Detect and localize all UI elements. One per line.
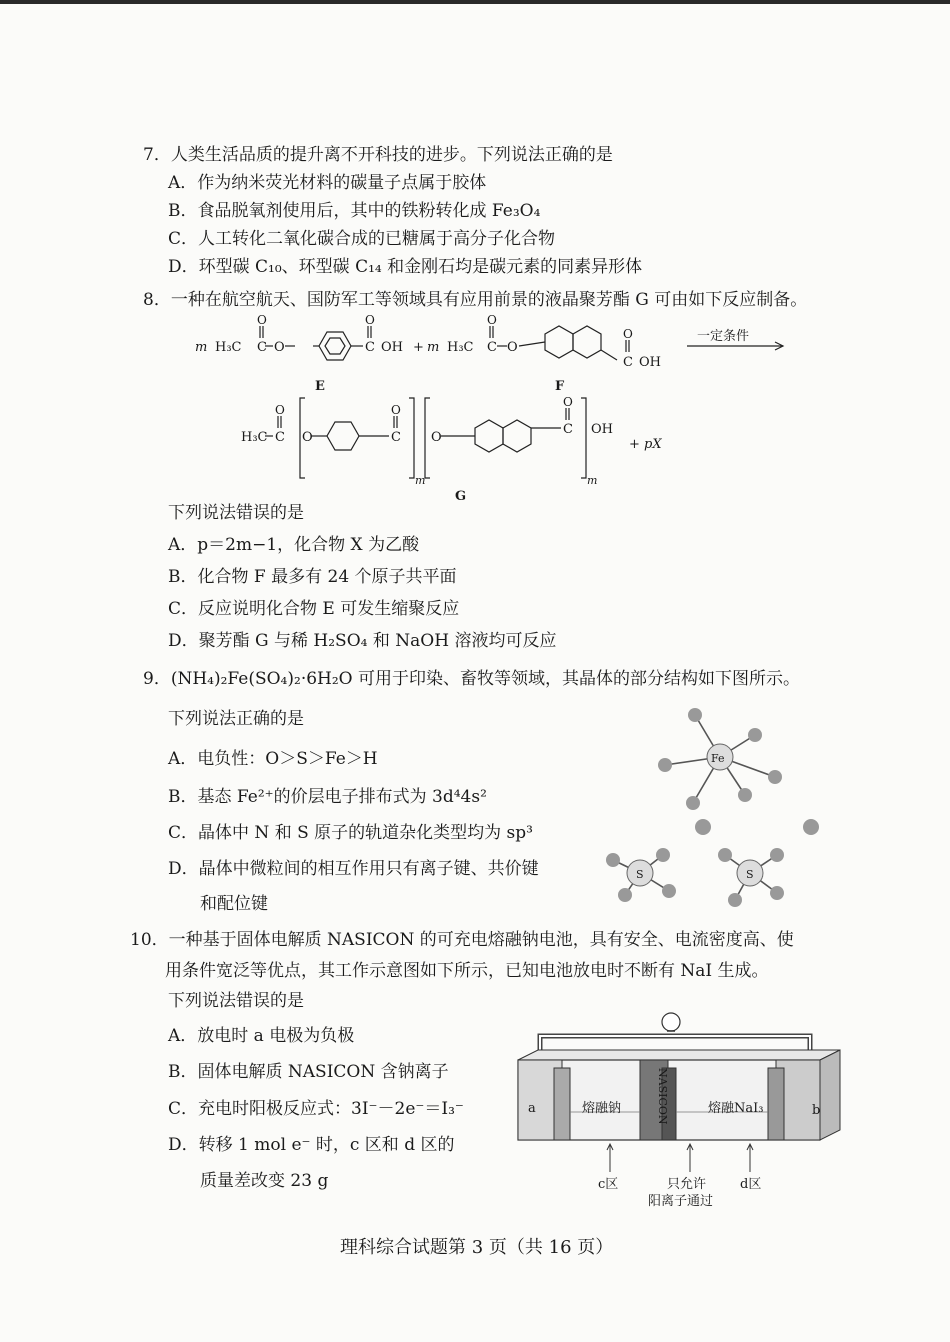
crystal-structure-figure: [585, 695, 845, 910]
f-o1: O: [487, 313, 497, 327]
g-h3c: H₃C: [241, 430, 268, 445]
page-footer: 理科综合试题第 3 页（共 16 页）: [340, 1237, 614, 1258]
e-c2: C: [365, 340, 375, 355]
g-c2: C: [391, 430, 401, 445]
top-border: [0, 0, 950, 4]
molten-nai3-label: 熔融NaI₃: [708, 1101, 764, 1116]
q9-option-c: C．晶体中 N 和 S 原子的轨道杂化类型均为 sp³: [168, 823, 533, 843]
q10-option-d: D．转移 1 mol e⁻ 时，c 区和 d 区的: [168, 1135, 455, 1155]
c-zone-label: c区: [598, 1177, 619, 1192]
electrode-a-label: a: [528, 1101, 536, 1116]
q10-stem-1: 10．一种基于固体电解质 NASICON 的可充电熔融钠电池，具有安全、电流密度高、使: [130, 930, 794, 950]
g-sub-m2: m: [587, 474, 598, 487]
q9-stem: 9．(NH₄)₂Fe(SO₄)₂·6H₂O 可用于印染、畜牧等领域，其晶体的部分结构如下图所示。: [143, 669, 801, 689]
g-o1: O: [275, 403, 285, 417]
q9-ask: 下列说法正确的是: [168, 709, 304, 729]
e-o2: O: [274, 340, 285, 355]
e-oh: OH: [381, 340, 403, 355]
e-coefficient: m: [195, 340, 208, 355]
f-o3: O: [623, 327, 633, 341]
q10-option-d-cont: 质量差改变 23 g: [200, 1171, 329, 1191]
q7-option-b: B．食品脱氧剂使用后，其中的铁粉转化成 Fe₃O₄: [168, 201, 541, 221]
g-o4: O: [431, 430, 442, 445]
g-o5: O: [563, 395, 573, 409]
q8-reaction-scheme: [185, 312, 805, 502]
battery-diagram: [510, 1008, 845, 1213]
g-oh: OH: [591, 422, 613, 437]
q8-option-b: B．化合物 F 最多有 24 个原子共平面: [168, 567, 457, 587]
q10-option-c: C．充电时阳极反应式：3I⁻－2e⁻＝I₃⁻: [168, 1099, 464, 1119]
nasicon-label: NASICON: [656, 1068, 669, 1125]
bulb-icon: [662, 1013, 680, 1031]
q9-option-d: D．晶体中微粒间的相互作用只有离子键、共价键: [168, 859, 539, 879]
label-e: E: [315, 379, 325, 394]
g-sub-m1: m: [415, 474, 426, 487]
g-c1: C: [275, 430, 285, 445]
label-f: F: [555, 379, 565, 394]
q10-ask: 下列说法错误的是: [168, 991, 304, 1011]
g-o2: O: [302, 430, 313, 445]
f-coefficient: m: [427, 340, 440, 355]
q7-option-a: A．作为纳米荧光材料的碳量子点属于胶体: [168, 173, 487, 193]
f-c1: C: [487, 340, 497, 355]
f-c2: C: [623, 355, 633, 370]
e-o3: O: [365, 313, 375, 327]
f-oh: OH: [639, 355, 661, 370]
s-atom-label-1: S: [636, 868, 644, 881]
f-o2: O: [507, 340, 518, 355]
cation-only-label-1: 只允许: [667, 1177, 707, 1192]
q9-option-d-cont: 和配位键: [200, 894, 268, 914]
e-h3c: H₃C: [215, 340, 242, 355]
q9-option-b: B．基态 Fe²⁺的价层电子排布式为 3d⁴4s²: [168, 787, 487, 807]
e-o1: O: [257, 313, 267, 327]
q10-stem-2: 用条件宽泛等优点，其工作示意图如下所示，已知电池放电时不断有 NaI 生成。: [165, 961, 769, 981]
q7-option-d: D．环型碳 C₁₀、环型碳 C₁₄ 和金刚石均是碳元素的同素异形体: [168, 257, 643, 277]
q10-option-b: B．固体电解质 NASICON 含钠离子: [168, 1062, 449, 1082]
q8-ask: 下列说法错误的是: [168, 503, 304, 523]
g-o3: O: [391, 403, 401, 417]
label-g: G: [455, 489, 467, 502]
s-atom-label-2: S: [746, 868, 754, 881]
plus-sign: +: [413, 340, 424, 355]
cation-only-label-2: 阳离子通过: [648, 1194, 714, 1209]
q8-option-d: D．聚芳酯 G 与稀 H₂SO₄ 和 NaOH 溶液均可反应: [168, 631, 557, 651]
byproduct: + pX: [629, 437, 662, 452]
molten-sodium-label: 熔融钠: [582, 1101, 622, 1116]
q8-stem: 8．一种在航空航天、国防军工等领域具有应用前景的液晶聚芳酯 G 可由如下反应制备。: [143, 290, 808, 310]
q7-stem: 7．人类生活品质的提升离不开科技的进步。下列说法正确的是: [143, 145, 613, 165]
e-c1: C: [257, 340, 267, 355]
fe-atom-label: Fe: [711, 752, 725, 765]
d-zone-label: d区: [740, 1177, 762, 1192]
q8-option-a: A．p＝2m−1，化合物 X 为乙酸: [168, 535, 420, 555]
g-c3: C: [563, 422, 573, 437]
f-h3c: H₃C: [447, 340, 474, 355]
q8-option-c: C．反应说明化合物 E 可发生缩聚反应: [168, 599, 460, 619]
q9-option-a: A．电负性：O＞S＞Fe＞H: [168, 749, 378, 769]
reaction-condition: 一定条件: [697, 329, 750, 344]
q10-option-a: A．放电时 a 电极为负极: [168, 1026, 355, 1046]
q7-option-c: C．人工转化二氧化碳合成的已糖属于高分子化合物: [168, 229, 556, 249]
electrode-b-label: b: [812, 1103, 821, 1118]
